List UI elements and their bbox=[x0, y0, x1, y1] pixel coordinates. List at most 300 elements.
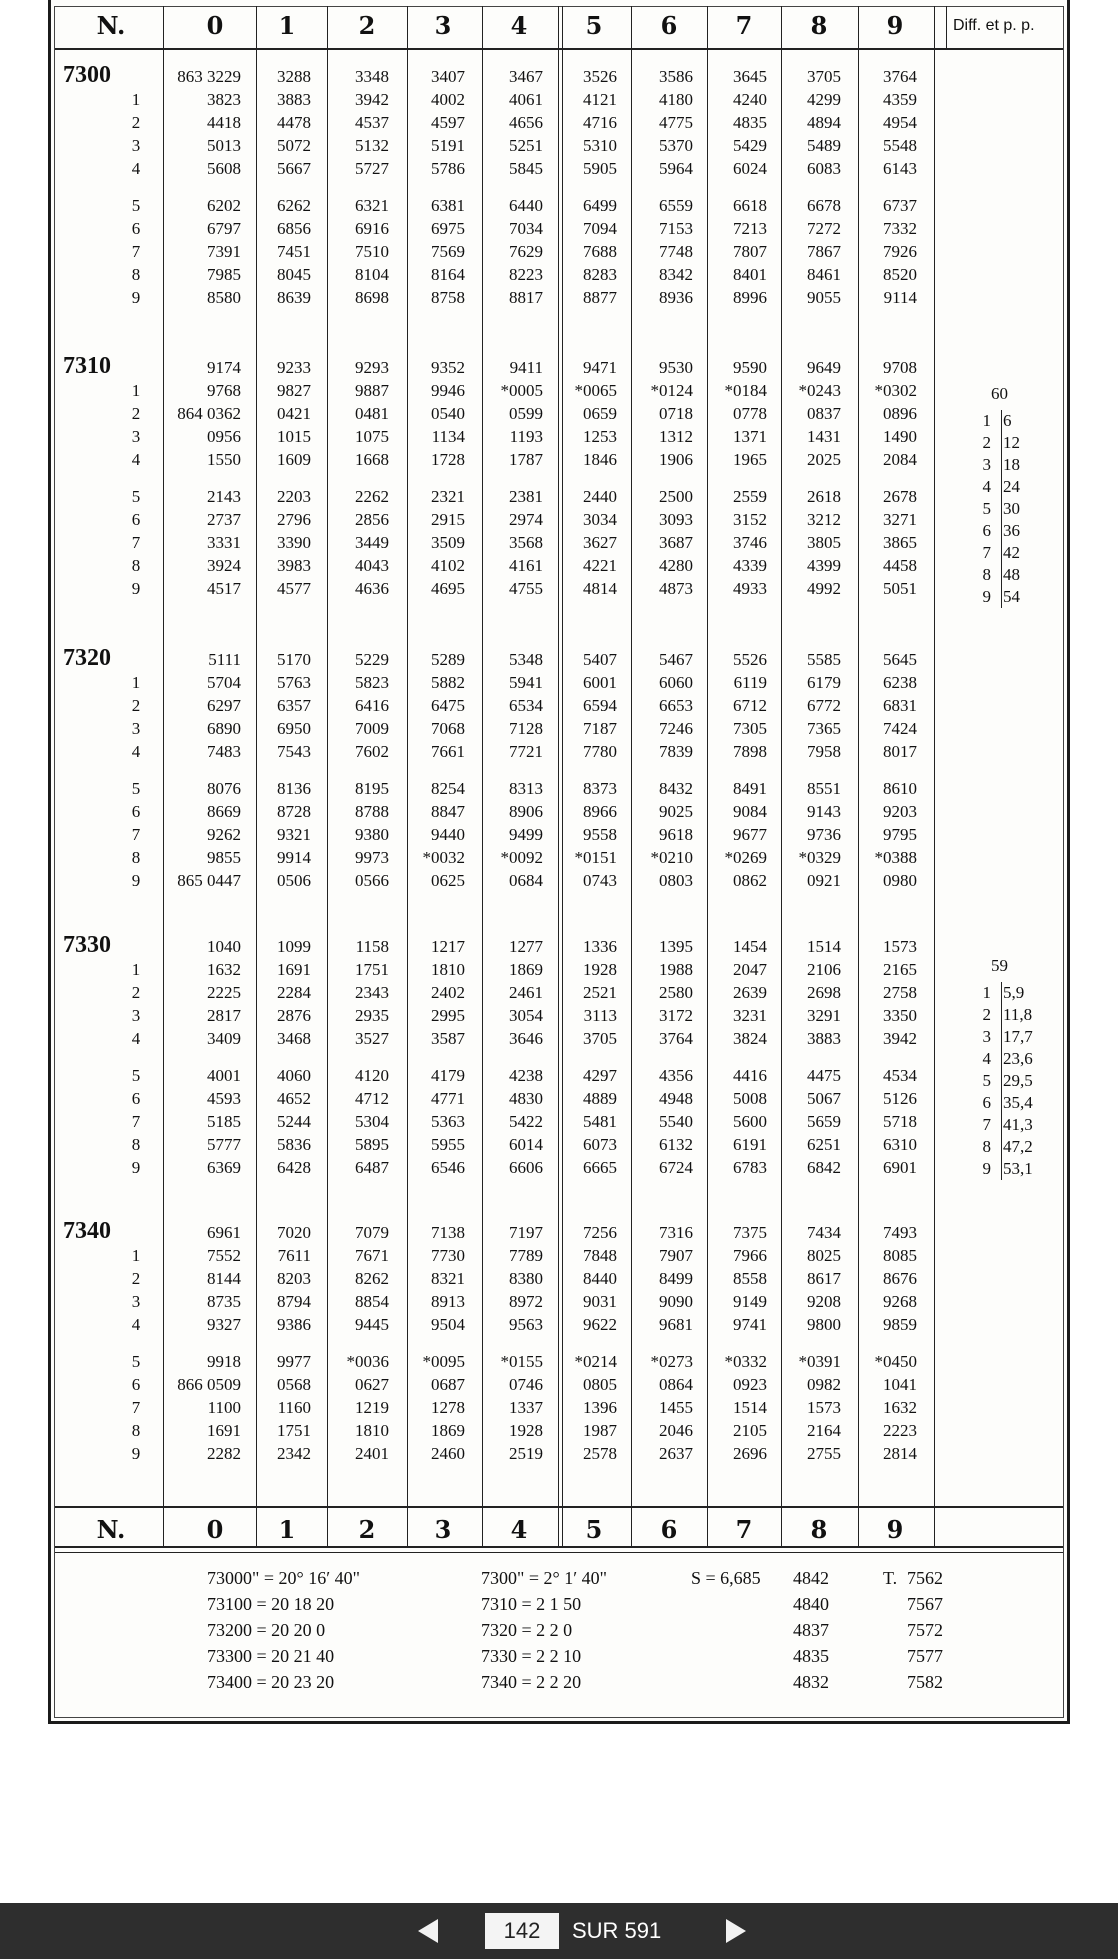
table-cell: 4771 bbox=[431, 1089, 465, 1108]
pp-digit: 5 bbox=[982, 1071, 991, 1090]
table-cell: 8461 bbox=[807, 265, 841, 284]
table-cell: 9380 bbox=[355, 825, 389, 844]
row-label: 9 bbox=[131, 871, 141, 890]
pp-value: 54 bbox=[1003, 587, 1020, 606]
header-rule bbox=[55, 48, 1063, 50]
table-cell: 7839 bbox=[659, 742, 693, 761]
table-cell: 6179 bbox=[807, 673, 841, 692]
table-cell: 1431 bbox=[807, 427, 841, 446]
table-cell: 4712 bbox=[355, 1089, 389, 1108]
row-label: 7 bbox=[131, 1112, 141, 1131]
row-label: 4 bbox=[131, 742, 141, 761]
pp-row bbox=[977, 1136, 1033, 1158]
row-label: 3 bbox=[131, 1006, 141, 1025]
table-cell: 9530 bbox=[659, 358, 693, 377]
pp-value: 17,7 bbox=[1003, 1027, 1033, 1046]
table-cell: 2440 bbox=[583, 487, 617, 506]
table-cell: *0124 bbox=[650, 381, 693, 400]
header-digit-5: 5 bbox=[585, 11, 603, 40]
table-cell: 4534 bbox=[883, 1066, 917, 1085]
table-cell: 5845 bbox=[509, 159, 543, 178]
table-cell: 1015 bbox=[277, 427, 311, 446]
table-cell: 3942 bbox=[355, 90, 389, 109]
pp-row bbox=[977, 1114, 1033, 1136]
table-cell: 1928 bbox=[509, 1421, 543, 1440]
table-cell: 1099 bbox=[277, 937, 311, 956]
table-cell: 1751 bbox=[277, 1421, 311, 1440]
table-cell: 1158 bbox=[355, 937, 389, 956]
table-cell: 863 3229 bbox=[177, 67, 241, 86]
table-cell: 3390 bbox=[277, 533, 311, 552]
table-cell: 3924 bbox=[207, 556, 241, 575]
table-cell: 9618 bbox=[659, 825, 693, 844]
table-cell: 8164 bbox=[431, 265, 465, 284]
table-cell: 6546 bbox=[431, 1158, 465, 1177]
table-cell: 8321 bbox=[431, 1269, 465, 1288]
table-cell: 6916 bbox=[355, 219, 389, 238]
table-cell: 6772 bbox=[807, 696, 841, 715]
table-cell: 2203 bbox=[277, 487, 311, 506]
table-cell: 3705 bbox=[807, 67, 841, 86]
table-cell: 6890 bbox=[207, 719, 241, 738]
table-cell: 6060 bbox=[659, 673, 693, 692]
table-cell: 1751 bbox=[355, 960, 389, 979]
row-label: 5 bbox=[131, 196, 141, 215]
table-cell: 0540 bbox=[431, 404, 465, 423]
table-cell: 4418 bbox=[207, 113, 241, 132]
table-cell: 2262 bbox=[355, 487, 389, 506]
header-digit-0: 0 bbox=[206, 11, 224, 40]
table-cell: 9504 bbox=[431, 1315, 465, 1334]
table-cell: 4593 bbox=[207, 1089, 241, 1108]
table-cell: 5777 bbox=[207, 1135, 241, 1154]
table-cell: 6534 bbox=[509, 696, 543, 715]
table-cell: 6712 bbox=[733, 696, 767, 715]
table-cell: 6856 bbox=[277, 219, 311, 238]
time-conversion: 7340 = 2 2 20 bbox=[481, 1672, 582, 1692]
log-table-page bbox=[48, 0, 1070, 1724]
table-cell: 5645 bbox=[883, 650, 917, 669]
table-cell: 4475 bbox=[807, 1066, 841, 1085]
table-cell: 7256 bbox=[583, 1223, 617, 1242]
table-cell: 0684 bbox=[509, 871, 543, 890]
table-cell: 8877 bbox=[583, 288, 617, 307]
table-cell: 7966 bbox=[733, 1246, 767, 1265]
table-cell: 4517 bbox=[207, 579, 241, 598]
table-cell: 3152 bbox=[733, 510, 767, 529]
table-cell: 7907 bbox=[659, 1246, 693, 1265]
row-label: 6 bbox=[131, 1375, 141, 1394]
s-constant-value: 4832 bbox=[793, 1672, 829, 1692]
table-cell: 2696 bbox=[733, 1444, 767, 1463]
table-cell: 3568 bbox=[509, 533, 543, 552]
pp-row bbox=[977, 410, 1012, 432]
t-constant-value: 7567 bbox=[907, 1594, 943, 1614]
pp-digit: 3 bbox=[982, 1027, 991, 1046]
table-cell: 2342 bbox=[277, 1444, 311, 1463]
table-cell: 2084 bbox=[883, 450, 917, 469]
t-constant-value: 7572 bbox=[907, 1620, 943, 1640]
table-cell: 5429 bbox=[733, 136, 767, 155]
table-cell: 4121 bbox=[583, 90, 617, 109]
table-cell: 4061 bbox=[509, 90, 543, 109]
pp-digit: 1 bbox=[982, 983, 991, 1002]
table-cell: 5229 bbox=[355, 650, 389, 669]
table-cell: 1490 bbox=[883, 427, 917, 446]
table-cell: 9677 bbox=[733, 825, 767, 844]
table-cell: 6202 bbox=[207, 196, 241, 215]
table-cell: *0214 bbox=[574, 1352, 617, 1371]
table-cell: 0864 bbox=[659, 1375, 693, 1394]
table-cell: 9768 bbox=[207, 381, 241, 400]
time-conversion: 7320 = 2 2 0 bbox=[481, 1620, 573, 1640]
footer-header-digit-7: 7 bbox=[735, 1515, 753, 1544]
row-label: 7300 bbox=[63, 62, 111, 88]
row-label: 3 bbox=[131, 719, 141, 738]
table-cell: 6653 bbox=[659, 696, 693, 715]
table-cell: 8520 bbox=[883, 265, 917, 284]
table-cell: 7629 bbox=[509, 242, 543, 261]
row-label: 5 bbox=[131, 1066, 141, 1085]
table-cell: 6678 bbox=[807, 196, 841, 215]
table-cell: 5718 bbox=[883, 1112, 917, 1131]
table-cell: 5363 bbox=[431, 1112, 465, 1131]
table-cell: 1075 bbox=[355, 427, 389, 446]
table-cell: 6831 bbox=[883, 696, 917, 715]
table-cell: 2164 bbox=[807, 1421, 841, 1440]
table-cell: 2796 bbox=[277, 510, 311, 529]
row-label: 7330 bbox=[63, 932, 111, 958]
table-cell: 3350 bbox=[883, 1006, 917, 1025]
table-cell: 8104 bbox=[355, 265, 389, 284]
table-cell: 2698 bbox=[807, 983, 841, 1002]
table-cell: 4894 bbox=[807, 113, 841, 132]
table-cell: 9055 bbox=[807, 288, 841, 307]
table-cell: *0302 bbox=[874, 381, 917, 400]
table-cell: 1691 bbox=[277, 960, 311, 979]
row-label: 2 bbox=[131, 1269, 141, 1288]
pp-row bbox=[977, 1070, 1033, 1092]
table-cell: 4102 bbox=[431, 556, 465, 575]
table-cell: *0184 bbox=[724, 381, 767, 400]
table-cell: 2817 bbox=[207, 1006, 241, 1025]
table-cell: 9708 bbox=[883, 358, 917, 377]
table-cell: 1396 bbox=[583, 1398, 617, 1417]
row-label: 6 bbox=[131, 510, 141, 529]
pp-digit: 7 bbox=[982, 543, 991, 562]
table-cell: 8499 bbox=[659, 1269, 693, 1288]
table-cell: 2046 bbox=[659, 1421, 693, 1440]
table-cell: 2105 bbox=[733, 1421, 767, 1440]
table-cell: 6975 bbox=[431, 219, 465, 238]
table-cell: 0743 bbox=[583, 871, 617, 890]
table-cell: 4835 bbox=[733, 113, 767, 132]
table-cell: 7552 bbox=[207, 1246, 241, 1265]
table-cell: 1928 bbox=[583, 960, 617, 979]
table-cell: 7688 bbox=[583, 242, 617, 261]
table-cell: 2284 bbox=[277, 983, 311, 1002]
table-cell: 5251 bbox=[509, 136, 543, 155]
table-cell: 4478 bbox=[277, 113, 311, 132]
table-cell: 6119 bbox=[733, 673, 767, 692]
table-cell: 1253 bbox=[583, 427, 617, 446]
row-label: 8 bbox=[131, 1421, 141, 1440]
table-cell: 6901 bbox=[883, 1158, 917, 1177]
table-cell: 8380 bbox=[509, 1269, 543, 1288]
table-cell: 7602 bbox=[355, 742, 389, 761]
pp-digit: 8 bbox=[982, 1137, 991, 1156]
row-label: 7310 bbox=[63, 353, 111, 379]
table-cell: *0032 bbox=[422, 848, 465, 867]
pp-row bbox=[977, 1158, 1033, 1180]
table-cell: 0627 bbox=[355, 1375, 389, 1394]
table-cell: 0481 bbox=[355, 404, 389, 423]
table-cell: 7789 bbox=[509, 1246, 543, 1265]
table-cell: 6297 bbox=[207, 696, 241, 715]
table-cell: 3034 bbox=[583, 510, 617, 529]
footer-header-n-label: N. bbox=[96, 1515, 126, 1544]
table-cell: 6014 bbox=[509, 1135, 543, 1154]
table-cell: 1609 bbox=[277, 450, 311, 469]
table-cell: 5348 bbox=[509, 650, 543, 669]
table-cell: 7867 bbox=[807, 242, 841, 261]
table-cell: 5786 bbox=[431, 159, 465, 178]
table-cell: 0746 bbox=[509, 1375, 543, 1394]
table-cell: 4359 bbox=[883, 90, 917, 109]
table-cell: 7034 bbox=[509, 219, 543, 238]
table-cell: 6083 bbox=[807, 159, 841, 178]
table-cell: 1312 bbox=[659, 427, 693, 446]
pp-value: 47,2 bbox=[1003, 1137, 1033, 1156]
table-cell: 9649 bbox=[807, 358, 841, 377]
table-cell: 0923 bbox=[733, 1375, 767, 1394]
table-cell: 7985 bbox=[207, 265, 241, 284]
table-cell: 5526 bbox=[733, 650, 767, 669]
table-cell: 3527 bbox=[355, 1029, 389, 1048]
table-cell: 0862 bbox=[733, 871, 767, 890]
table-cell: 7246 bbox=[659, 719, 693, 738]
pp-digit: 6 bbox=[982, 521, 991, 540]
t-constant-value: 7562 bbox=[907, 1568, 943, 1588]
table-cell: *0151 bbox=[574, 848, 617, 867]
table-cell: 7020 bbox=[277, 1223, 311, 1242]
table-cell: 5585 bbox=[807, 650, 841, 669]
table-cell: 8794 bbox=[277, 1292, 311, 1311]
arc-conversion: 73000" = 20° 16′ 40" bbox=[207, 1568, 360, 1588]
header-digit-6: 6 bbox=[660, 11, 678, 40]
table-cell: 0956 bbox=[207, 427, 241, 446]
table-cell: 6321 bbox=[355, 196, 389, 215]
table-cell: 8854 bbox=[355, 1292, 389, 1311]
header-digit-7: 7 bbox=[735, 11, 753, 40]
table-cell: 1668 bbox=[355, 450, 389, 469]
table-cell: 6251 bbox=[807, 1135, 841, 1154]
table-cell: 7510 bbox=[355, 242, 389, 261]
table-cell: 3942 bbox=[883, 1029, 917, 1048]
row-label: 7 bbox=[131, 1398, 141, 1417]
pp-value: 29,5 bbox=[1003, 1071, 1033, 1090]
s-constant-label: S = 6,685 bbox=[691, 1568, 761, 1588]
table-cell: 3468 bbox=[277, 1029, 311, 1048]
table-cell: 2225 bbox=[207, 983, 241, 1002]
table-cell: 7848 bbox=[583, 1246, 617, 1265]
table-cell: 5370 bbox=[659, 136, 693, 155]
table-cell: 4297 bbox=[583, 1066, 617, 1085]
table-cell: *0065 bbox=[574, 381, 617, 400]
table-cell: 6961 bbox=[207, 1223, 241, 1242]
table-cell: 5836 bbox=[277, 1135, 311, 1154]
row-label: 8 bbox=[131, 848, 141, 867]
table-cell: 2106 bbox=[807, 960, 841, 979]
table-cell: 9946 bbox=[431, 381, 465, 400]
table-cell: *0391 bbox=[798, 1352, 841, 1371]
table-cell: 8758 bbox=[431, 288, 465, 307]
table-cell: 6310 bbox=[883, 1135, 917, 1154]
table-cell: 6618 bbox=[733, 196, 767, 215]
header-diff-label: Diff. et p. p. bbox=[953, 17, 1035, 34]
footer-header-digit-1: 1 bbox=[278, 1515, 296, 1544]
pp-value: 12 bbox=[1003, 433, 1020, 452]
table-cell: 2814 bbox=[883, 1444, 917, 1463]
table-cell: 5132 bbox=[355, 136, 389, 155]
table-cell: 9208 bbox=[807, 1292, 841, 1311]
table-cell: 6238 bbox=[883, 673, 917, 692]
row-label: 3 bbox=[131, 427, 141, 446]
table-cell: 7365 bbox=[807, 719, 841, 738]
table-cell: 1632 bbox=[883, 1398, 917, 1417]
table-cell: 5008 bbox=[733, 1089, 767, 1108]
table-cell: 6737 bbox=[883, 196, 917, 215]
table-cell: 7730 bbox=[431, 1246, 465, 1265]
table-cell: 8735 bbox=[207, 1292, 241, 1311]
table-cell: 3586 bbox=[659, 67, 693, 86]
row-label: 4 bbox=[131, 1315, 141, 1334]
pp-row bbox=[977, 1092, 1033, 1114]
row-label: 4 bbox=[131, 450, 141, 469]
footer-header-digit-4: 4 bbox=[510, 1515, 528, 1544]
table-cell: 1040 bbox=[207, 937, 241, 956]
table-cell: 2321 bbox=[431, 487, 465, 506]
table-cell: 6357 bbox=[277, 696, 311, 715]
page-total-label: SUR 591 bbox=[572, 1918, 662, 1943]
table-cell: 8788 bbox=[355, 802, 389, 821]
pp-digit: 2 bbox=[982, 1005, 991, 1024]
table-cell: 6428 bbox=[277, 1158, 311, 1177]
table-cell: 7332 bbox=[883, 219, 917, 238]
table-cell: 3212 bbox=[807, 510, 841, 529]
table-cell: 9025 bbox=[659, 802, 693, 821]
s-constant-value: 4837 bbox=[793, 1620, 829, 1640]
pp-row bbox=[977, 476, 1020, 498]
table-cell: 1810 bbox=[355, 1421, 389, 1440]
table-cell: 7898 bbox=[733, 742, 767, 761]
table-cell: 4873 bbox=[659, 579, 693, 598]
row-label: 1 bbox=[131, 960, 141, 979]
table-cell: 3509 bbox=[431, 533, 465, 552]
table-cell: 2639 bbox=[733, 983, 767, 1002]
table-cell: 0980 bbox=[883, 871, 917, 890]
table-cell: 4933 bbox=[733, 579, 767, 598]
table-cell: 0568 bbox=[277, 1375, 311, 1394]
s-constant-value: 4842 bbox=[793, 1568, 829, 1588]
table-cell: 2876 bbox=[277, 1006, 311, 1025]
table-cell: 4280 bbox=[659, 556, 693, 575]
table-cell: *0005 bbox=[500, 381, 543, 400]
table-cell: 7671 bbox=[355, 1246, 389, 1265]
table-cell: 2343 bbox=[355, 983, 389, 1002]
pp-value: 53,1 bbox=[1003, 1159, 1033, 1178]
table-cell: 5185 bbox=[207, 1112, 241, 1131]
table-cell: 7958 bbox=[807, 742, 841, 761]
table-cell: 6132 bbox=[659, 1135, 693, 1154]
table-cell: 6842 bbox=[807, 1158, 841, 1177]
table-cell: 0805 bbox=[583, 1375, 617, 1394]
table-cell: 9681 bbox=[659, 1315, 693, 1334]
table-cell: 8045 bbox=[277, 265, 311, 284]
pp-row bbox=[977, 432, 1020, 454]
table-cell: 1217 bbox=[431, 937, 465, 956]
table-cell: 4179 bbox=[431, 1066, 465, 1085]
triangle-left-icon[interactable] bbox=[412, 1915, 444, 1947]
table-cell: 1632 bbox=[207, 960, 241, 979]
table-cell: 8432 bbox=[659, 779, 693, 798]
table-cell: 6594 bbox=[583, 696, 617, 715]
table-cell: 2500 bbox=[659, 487, 693, 506]
table-cell: 3627 bbox=[583, 533, 617, 552]
table-cell: *0095 bbox=[422, 1352, 465, 1371]
pp-row bbox=[977, 586, 1020, 608]
table-cell: *0210 bbox=[650, 848, 693, 867]
table-cell: 3231 bbox=[733, 1006, 767, 1025]
triangle-right-icon[interactable] bbox=[720, 1915, 752, 1947]
table-cell: 7138 bbox=[431, 1223, 465, 1242]
table-cell: 1336 bbox=[583, 937, 617, 956]
table-cell: 9386 bbox=[277, 1315, 311, 1334]
table-cell: 9590 bbox=[733, 358, 767, 377]
table-cell: *0329 bbox=[798, 848, 841, 867]
table-cell: 4458 bbox=[883, 556, 917, 575]
table-cell: 9233 bbox=[277, 358, 311, 377]
table-cell: 9321 bbox=[277, 825, 311, 844]
table-cell: *0273 bbox=[650, 1352, 693, 1371]
row-label: 1 bbox=[131, 673, 141, 692]
row-label: 3 bbox=[131, 136, 141, 155]
table-cell: 3113 bbox=[583, 1006, 617, 1025]
table-cell: 3805 bbox=[807, 533, 841, 552]
table-cell: 7305 bbox=[733, 719, 767, 738]
table-cell: 2755 bbox=[807, 1444, 841, 1463]
table-cell: 8817 bbox=[509, 288, 543, 307]
table-cell: 4992 bbox=[807, 579, 841, 598]
table-cell: 6001 bbox=[583, 673, 617, 692]
table-cell: 3823 bbox=[207, 90, 241, 109]
table-cell: 5191 bbox=[431, 136, 465, 155]
page-number-input[interactable] bbox=[485, 1913, 559, 1949]
arc-conversion: 73300 = 20 21 40 bbox=[207, 1646, 335, 1666]
table-cell: 9827 bbox=[277, 381, 311, 400]
table-cell: 3172 bbox=[659, 1006, 693, 1025]
table-cell: 2025 bbox=[807, 450, 841, 469]
table-cell: 3331 bbox=[207, 533, 241, 552]
table-cell: 8996 bbox=[733, 288, 767, 307]
table-cell: 9471 bbox=[583, 358, 617, 377]
table-cell: 8966 bbox=[583, 802, 617, 821]
time-conversion: 7310 = 2 1 50 bbox=[481, 1594, 582, 1614]
row-label: 7340 bbox=[63, 1218, 111, 1244]
table-cell: *0155 bbox=[500, 1352, 543, 1371]
table-cell: 3054 bbox=[509, 1006, 543, 1025]
table-cell: 4161 bbox=[509, 556, 543, 575]
